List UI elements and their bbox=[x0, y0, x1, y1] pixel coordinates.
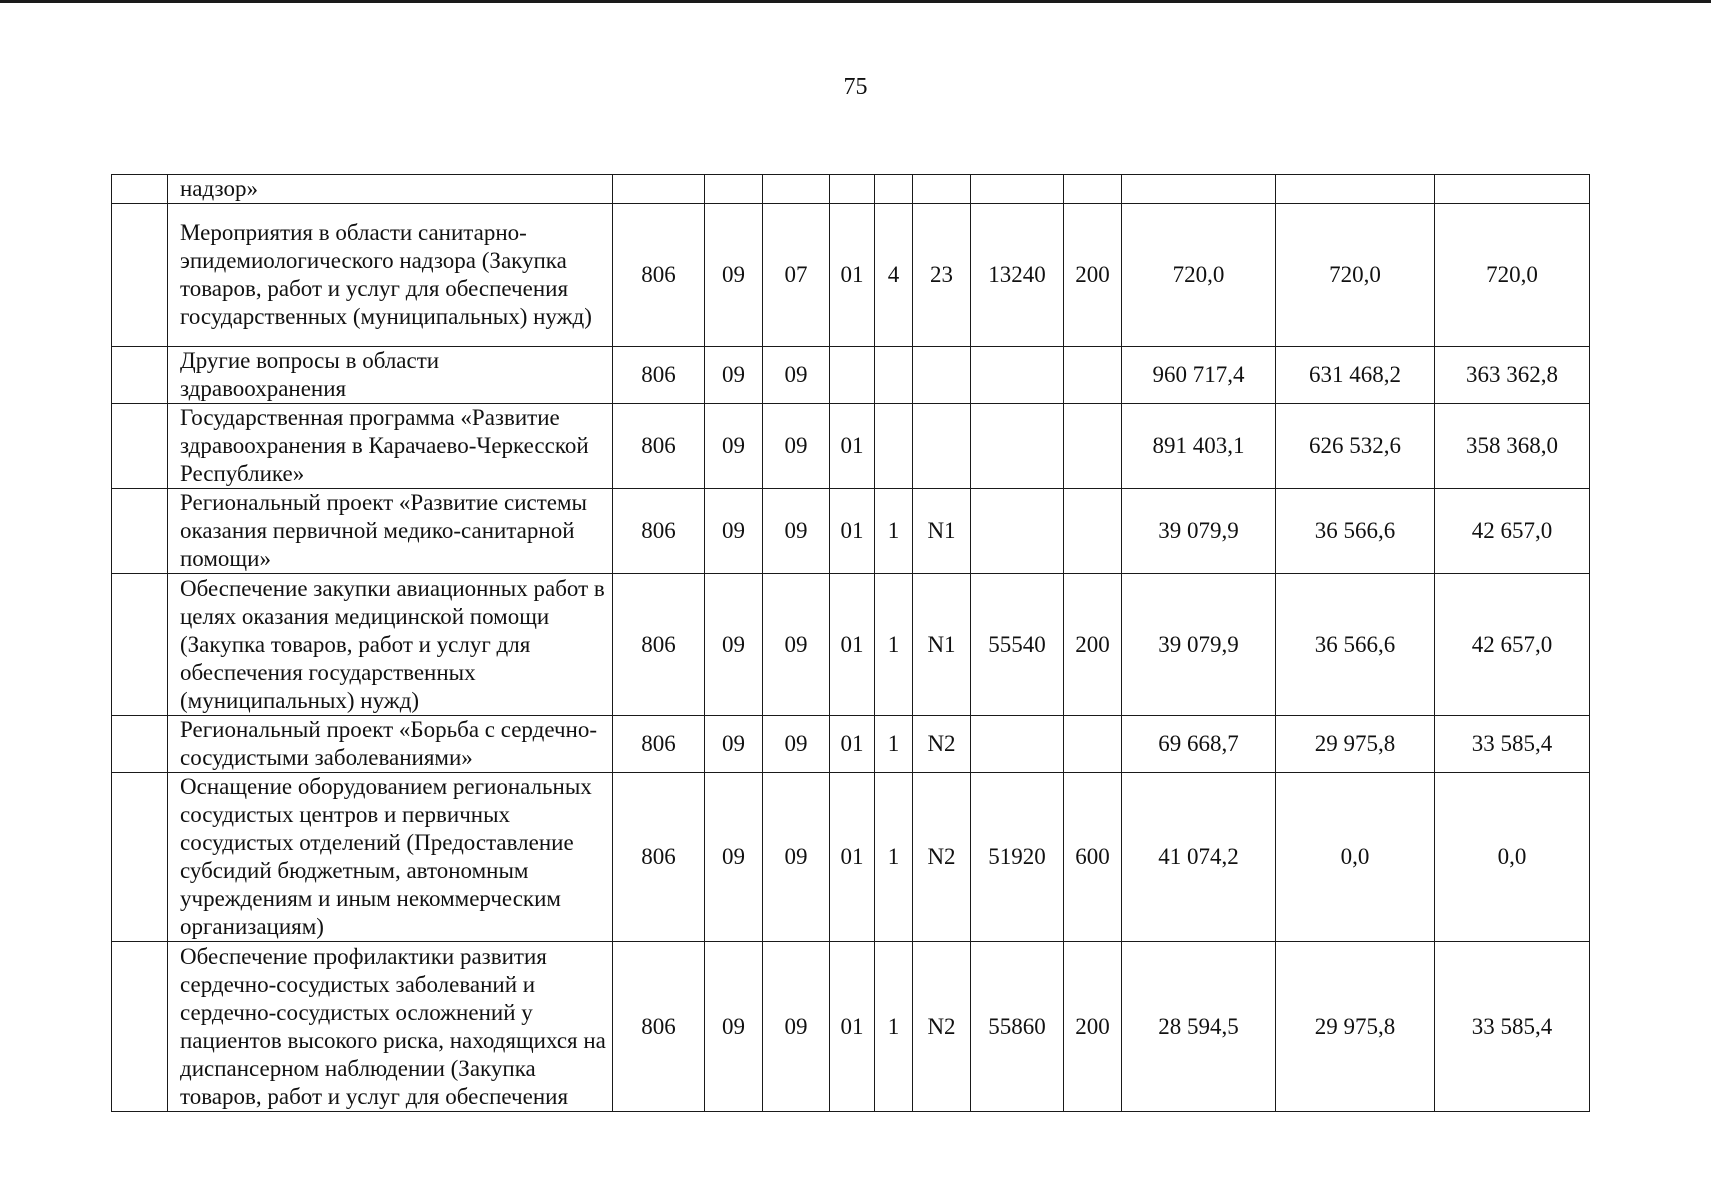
amount-year-3: 363 362,8 bbox=[1435, 347, 1590, 404]
amount-year-3: 42 657,0 bbox=[1435, 574, 1590, 716]
amount-year-2: 720,0 bbox=[1276, 204, 1435, 347]
code-direction: 55540 bbox=[971, 574, 1064, 716]
amount-year-2: 36 566,6 bbox=[1276, 489, 1435, 574]
table-row bbox=[112, 347, 1590, 404]
amount-year-1: 891 403,1 bbox=[1122, 404, 1276, 489]
code-project bbox=[913, 347, 971, 404]
amount-year-2 bbox=[1276, 175, 1435, 204]
row-name: Региональный проект «Борьба с сердечно-сосудистыми заболеваниями» bbox=[168, 716, 613, 773]
code-subsection: 09 bbox=[763, 716, 830, 773]
code-section: 09 bbox=[705, 347, 763, 404]
code-program bbox=[830, 347, 875, 404]
code-ministry: 806 bbox=[613, 574, 705, 716]
code-ministry bbox=[613, 175, 705, 204]
code-program bbox=[830, 175, 875, 204]
code-subsection: 09 bbox=[763, 347, 830, 404]
amount-year-1: 720,0 bbox=[1122, 204, 1276, 347]
code-project: N1 bbox=[913, 574, 971, 716]
code-section: 09 bbox=[705, 716, 763, 773]
code-subsection: 09 bbox=[763, 942, 830, 1112]
code-subsection: 09 bbox=[763, 404, 830, 489]
code-expense-type bbox=[1064, 404, 1122, 489]
table-row bbox=[112, 773, 1590, 942]
code-subprogram bbox=[875, 175, 913, 204]
code-ministry: 806 bbox=[613, 347, 705, 404]
row-number-cell bbox=[112, 175, 168, 204]
amount-year-3: 42 657,0 bbox=[1435, 489, 1590, 574]
code-subsection: 09 bbox=[763, 773, 830, 942]
code-direction bbox=[971, 347, 1064, 404]
amount-year-3: 33 585,4 bbox=[1435, 716, 1590, 773]
code-program: 01 bbox=[830, 716, 875, 773]
amount-year-2: 36 566,6 bbox=[1276, 574, 1435, 716]
row-number-cell bbox=[112, 489, 168, 574]
code-subprogram bbox=[875, 404, 913, 489]
row-name: Обеспечение профилактики развития сердечно-сосудистых заболеваний и сердечно-сосудистых осложнений у пациентов высокого риска, находящихся на диспансерном наблюдении (Закупка товаров, работ и услуг для обеспечения bbox=[168, 942, 613, 1112]
code-program: 01 bbox=[830, 489, 875, 574]
code-ministry: 806 bbox=[613, 716, 705, 773]
table-row bbox=[112, 204, 1590, 347]
code-expense-type bbox=[1064, 347, 1122, 404]
table-row bbox=[112, 942, 1590, 1112]
code-section: 09 bbox=[705, 942, 763, 1112]
row-name: надзор» bbox=[168, 175, 613, 204]
code-subprogram: 1 bbox=[875, 574, 913, 716]
amount-year-1: 39 079,9 bbox=[1122, 574, 1276, 716]
amount-year-2: 626 532,6 bbox=[1276, 404, 1435, 489]
code-subprogram: 1 bbox=[875, 716, 913, 773]
amount-year-3: 33 585,4 bbox=[1435, 942, 1590, 1112]
code-section: 09 bbox=[705, 204, 763, 347]
code-subprogram: 1 bbox=[875, 489, 913, 574]
code-ministry: 806 bbox=[613, 404, 705, 489]
row-name: Другие вопросы в области здравоохранения bbox=[168, 347, 613, 404]
code-direction bbox=[971, 489, 1064, 574]
top-border-line bbox=[0, 0, 1711, 3]
code-program: 01 bbox=[830, 204, 875, 347]
row-number-cell bbox=[112, 574, 168, 716]
amount-year-1: 69 668,7 bbox=[1122, 716, 1276, 773]
amount-year-2: 0,0 bbox=[1276, 773, 1435, 942]
code-subprogram: 1 bbox=[875, 773, 913, 942]
code-ministry: 806 bbox=[613, 204, 705, 347]
row-name: Региональный проект «Развитие системы оказания первичной медико-санитарной помощи» bbox=[168, 489, 613, 574]
table-row bbox=[112, 404, 1590, 489]
code-ministry: 806 bbox=[613, 489, 705, 574]
code-section: 09 bbox=[705, 404, 763, 489]
code-project bbox=[913, 404, 971, 489]
code-direction: 13240 bbox=[971, 204, 1064, 347]
row-name: Государственная программа «Развитие здравоохранения в Карачаево-Черкесской Республике» bbox=[168, 404, 613, 489]
code-section: 09 bbox=[705, 489, 763, 574]
amount-year-2: 631 468,2 bbox=[1276, 347, 1435, 404]
row-name: Оснащение оборудованием региональных сосудистых центров и первичных сосудистых отделений (Предоставление субсидий бюджетным, автономным учреждениям и иным некоммерческим организациям) bbox=[168, 773, 613, 942]
amount-year-2: 29 975,8 bbox=[1276, 942, 1435, 1112]
budget-table bbox=[111, 174, 1590, 1112]
code-subprogram: 4 bbox=[875, 204, 913, 347]
code-program: 01 bbox=[830, 404, 875, 489]
code-expense-type bbox=[1064, 175, 1122, 204]
code-direction: 55860 bbox=[971, 942, 1064, 1112]
code-expense-type: 200 bbox=[1064, 204, 1122, 347]
code-section: 09 bbox=[705, 773, 763, 942]
code-expense-type: 200 bbox=[1064, 942, 1122, 1112]
code-program: 01 bbox=[830, 773, 875, 942]
amount-year-1: 960 717,4 bbox=[1122, 347, 1276, 404]
code-ministry: 806 bbox=[613, 942, 705, 1112]
code-subsection bbox=[763, 175, 830, 204]
row-name: Мероприятия в области санитарно-эпидемиологического надзора (Закупка товаров, работ и услуг для обеспечения государственных (муниципальных) нужд) bbox=[168, 204, 613, 347]
code-direction bbox=[971, 175, 1064, 204]
table-row bbox=[112, 574, 1590, 716]
code-direction bbox=[971, 716, 1064, 773]
code-section: 09 bbox=[705, 574, 763, 716]
row-name: Обеспечение закупки авиационных работ в целях оказания медицинской помощи (Закупка товаров, работ и услуг для обеспечения государственных (муниципальных) нужд) bbox=[168, 574, 613, 716]
amount-year-3: 358 368,0 bbox=[1435, 404, 1590, 489]
code-project: N1 bbox=[913, 489, 971, 574]
code-project: N2 bbox=[913, 716, 971, 773]
amount-year-3: 0,0 bbox=[1435, 773, 1590, 942]
code-expense-type bbox=[1064, 716, 1122, 773]
amount-year-3 bbox=[1435, 175, 1590, 204]
code-direction: 51920 bbox=[971, 773, 1064, 942]
table-row bbox=[112, 175, 1590, 204]
code-project bbox=[913, 175, 971, 204]
page-number: 75 bbox=[843, 74, 868, 100]
code-expense-type: 200 bbox=[1064, 574, 1122, 716]
code-subsection: 07 bbox=[763, 204, 830, 347]
amount-year-1 bbox=[1122, 175, 1276, 204]
code-program: 01 bbox=[830, 942, 875, 1112]
amount-year-1: 39 079,9 bbox=[1122, 489, 1276, 574]
amount-year-3: 720,0 bbox=[1435, 204, 1590, 347]
code-project: 23 bbox=[913, 204, 971, 347]
code-subprogram: 1 bbox=[875, 942, 913, 1112]
row-number-cell bbox=[112, 404, 168, 489]
code-expense-type: 600 bbox=[1064, 773, 1122, 942]
amount-year-1: 28 594,5 bbox=[1122, 942, 1276, 1112]
code-ministry: 806 bbox=[613, 773, 705, 942]
amount-year-2: 29 975,8 bbox=[1276, 716, 1435, 773]
row-number-cell bbox=[112, 716, 168, 773]
code-project: N2 bbox=[913, 942, 971, 1112]
code-subsection: 09 bbox=[763, 489, 830, 574]
row-number-cell bbox=[112, 347, 168, 404]
row-number-cell bbox=[112, 773, 168, 942]
code-expense-type bbox=[1064, 489, 1122, 574]
code-subprogram bbox=[875, 347, 913, 404]
code-subsection: 09 bbox=[763, 574, 830, 716]
code-direction bbox=[971, 404, 1064, 489]
table-row bbox=[112, 716, 1590, 773]
code-project: N2 bbox=[913, 773, 971, 942]
code-section bbox=[705, 175, 763, 204]
row-number-cell bbox=[112, 204, 168, 347]
table-row bbox=[112, 489, 1590, 574]
code-program: 01 bbox=[830, 574, 875, 716]
amount-year-1: 41 074,2 bbox=[1122, 773, 1276, 942]
row-number-cell bbox=[112, 942, 168, 1112]
